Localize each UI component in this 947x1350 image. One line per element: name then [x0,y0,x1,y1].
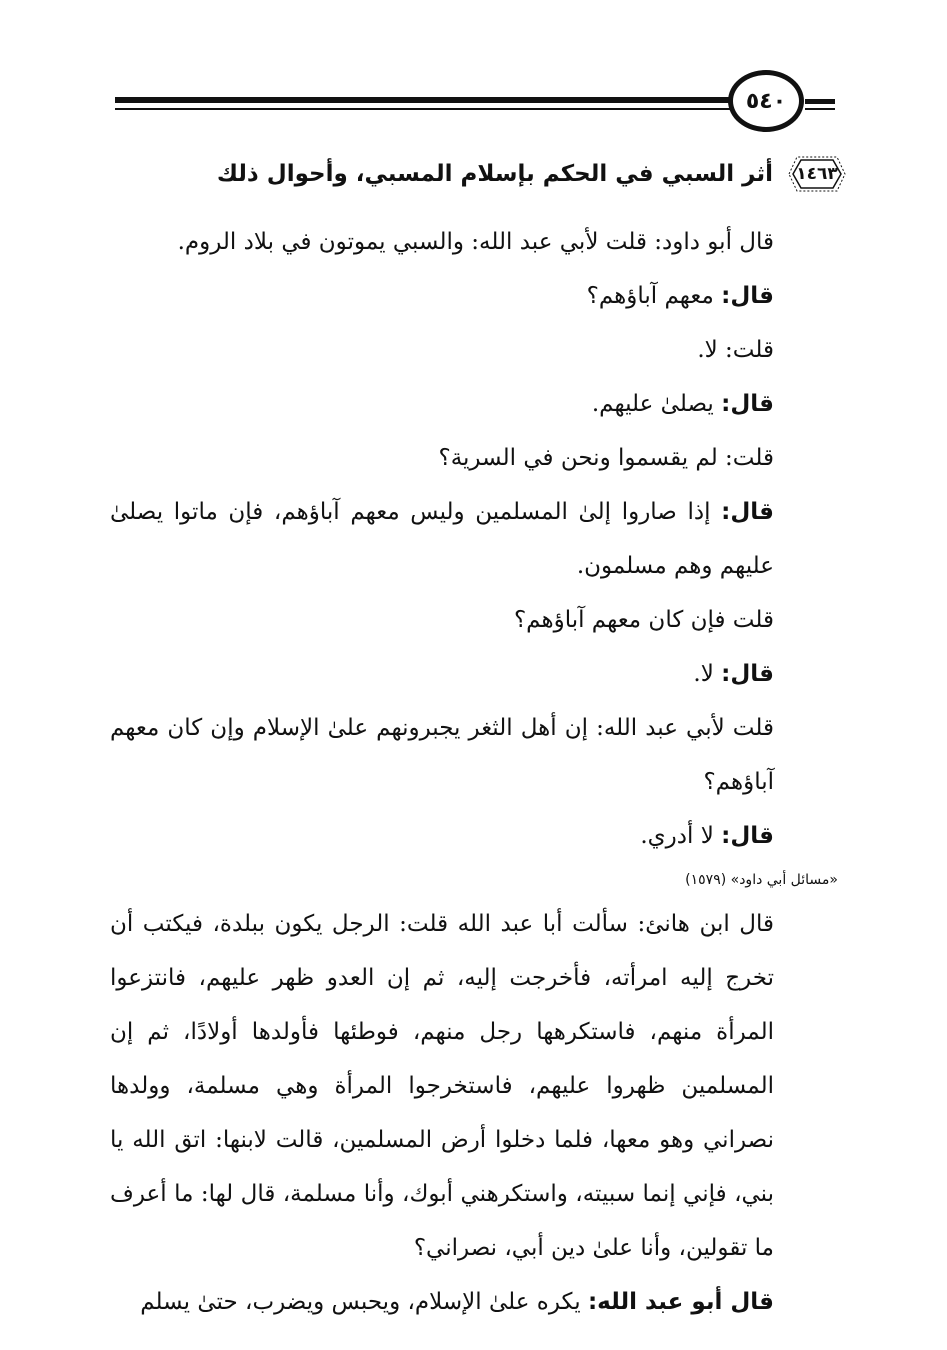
paragraph-text: لا. [693,661,722,687]
paragraph [110,485,838,593]
paragraph-text: يصلىٰ عليهم. [591,391,722,417]
page-number-ring [728,70,804,132]
section-heading [217,152,847,196]
paragraph-text: قلت لأبي عبد الله: إن أهل الثغر يجبرونهم علىٰ الإسلام وإن كان معهم آباؤهم؟ [110,715,774,795]
paragraph [110,809,838,863]
paragraph-text: قلت: لا. [697,337,774,363]
paragraph-text: معهم آباؤهم؟ [586,283,722,309]
page-header [0,0,947,140]
section-number: ١٤٦٣ [796,164,838,184]
paragraph [110,215,838,269]
paragraph [110,269,838,323]
paragraph [110,897,838,1275]
speaker-label: قال: [721,391,774,417]
paragraph-text: قال أبو داود: قلت لأبي عبد الله: والسبي يموتون في بلاد الروم. [177,229,774,255]
header-rule-right [805,99,835,104]
paragraph-text: إذا صاروا إلىٰ المسلمين وليس معهم آباؤهم، فإن ماتوا يصلىٰ عليهم وهم مسلمون. [110,499,774,579]
paragraph [110,377,838,431]
header-rule-right-thin [805,108,835,110]
section-title: أثر السبي في الحكم بإسلام المسبي، وأحوال ذلك [216,161,773,187]
page-body [110,215,838,1329]
paragraph [110,647,838,701]
paragraph [110,1275,838,1329]
paragraph [110,593,838,647]
speaker-label: قال أبو عبد الله: [587,1289,774,1315]
paragraph-text: قلت فإن كان معهم آباؤهم؟ [513,607,774,633]
speaker-label: قال: [721,823,774,849]
paragraph-text: لا أدري. [640,823,722,849]
section-number-badge [787,154,847,194]
speaker-label: قال: [721,499,774,525]
speaker-label: قال: [721,661,774,687]
paragraph-text: قال ابن هانئ: سألت أبا عبد الله قلت: الرجل يكون ببلدة، فيكتب أن تخرج إليه امرأته، فأخرجت إليه، ثم إن العدو ظهر عليهم، فانتزعوا المرأة منهم، فاستكرهها رجل منهم، فوطئها فأولدها أولادًا، ثم إن المسلمين ظهروا عليهم، فاستخرجوا المرأة وهي مسلمة، وولدها نصراني وهو معها، فلما دخلوا أرض المسلمين، قالت لابنها: اتق الله يا بني، فإني إنما سبيته، واستكرهني أبوك، وأنا مسلمة، قال لها: ما أعرف ما تقولين، وأنا علىٰ دين أبي، نصراني؟ [110,911,774,1261]
paragraph [110,701,838,809]
paragraph [110,431,838,485]
speaker-label: قال: [721,283,774,309]
paragraph-text: يكره علىٰ الإسلام، ويحبس ويضرب، حتىٰ يسلم [140,1289,588,1315]
page-number: ٥٤٠ [745,88,787,114]
paragraph [110,323,838,377]
header-rule-thin [115,108,730,110]
paragraph-text: قلت: لم يقسموا ونحن في السرية؟ [438,445,774,471]
header-rule-thick [115,97,730,103]
source-citation: «مسائل أبي داود» (١٥٧٩) [685,872,838,888]
